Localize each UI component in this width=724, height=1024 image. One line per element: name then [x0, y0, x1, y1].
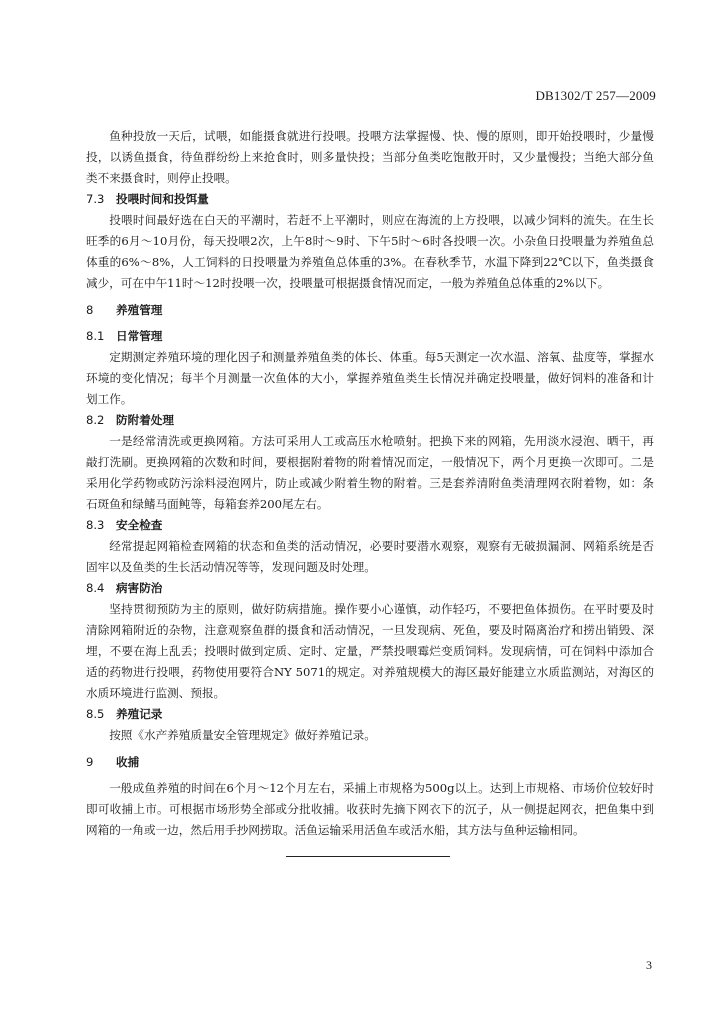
section-number: 8.2	[86, 413, 105, 427]
standard-code: DB1302/T 257—2009	[535, 88, 656, 103]
paragraph-7-3: 投喂时间最好选在白天的平潮时，若赶不上平潮时，则应在海流的上方投喂，以减少饲料的流失。在生长旺季的6月～10月份，每天投喂2次，上午8时～9时、下午5时～6时各投喂一次。小杂鱼日投喂量为养殖鱼总体重的6%～8%，人工饲料的日投喂量为养殖鱼总体重的3%。在春秋季节，水温下降到22℃以下，鱼类摄食减少，可在中午11时～12时投喂一次，投喂量可根据摄食情况而定，一般为养殖鱼总体重的2%以下。	[86, 213, 654, 290]
paragraph-8-5: 按照《水产养殖质量安全管理规定》做好养殖记录。	[109, 728, 376, 742]
section-heading-8-4	[86, 578, 654, 599]
section-title: 防附着处理	[116, 413, 174, 427]
document-body	[86, 126, 654, 841]
section-title: 养殖管理	[116, 303, 163, 317]
section-number: 8.3	[86, 518, 105, 532]
section-number: 7.3	[86, 192, 105, 206]
paragraph-9: 一般成鱼养殖的时间在6个月～12个月左右，采捕上市规格为500g以上。达到上市规格、市场价位较好时即可收捕上市。可根据市场形势全部或分批收捕。收获时先摘下网衣下的沉子，从一侧提起网衣，把鱼集中到网箱的一角或一边，然后用手抄网捞取。活鱼运输采用活鱼车或活水船，其方法与鱼种运输相同。	[86, 781, 654, 837]
page-number: 3	[646, 958, 652, 972]
section-title: 病害防治	[116, 581, 163, 595]
section-title: 安全检查	[116, 518, 163, 532]
section-heading-8-2	[86, 410, 654, 431]
section-heading-8	[86, 300, 654, 321]
section-heading-7-3	[86, 189, 654, 210]
section-number: 8.4	[86, 581, 105, 595]
section-title: 日常管理	[116, 329, 163, 343]
section-heading-8-3	[86, 515, 654, 536]
paragraph-8-2: 一是经常清洗或更换网箱。方法可采用人工或高压水枪喷射。把换下来的网箱，先用淡水浸泡、晒干，再敲打洗刷。更换网箱的次数和时间，要根据附着物的附着情况而定，一般情况下，两个月更换一次即可。二是采用化学药物或防污涂料浸泡网片，防止或减少附着生物的附着。三是套养清附鱼类清理网衣附着物，如：条石斑鱼和绿鳍马面鲀等，每箱套养200尾左右。	[86, 434, 654, 511]
section-number: 8.1	[86, 329, 105, 343]
section-number: 8	[86, 303, 94, 317]
section-number: 9	[86, 755, 94, 769]
section-title: 投喂时间和投饵量	[116, 192, 209, 206]
section-heading-9	[86, 752, 654, 773]
section-number: 8.5	[86, 707, 105, 721]
section-heading-8-1	[86, 326, 654, 347]
section-title: 养殖记录	[116, 707, 163, 721]
paragraph-8-4: 坚持贯彻预防为主的原则，做好防病措施。操作要小心谨慎，动作轻巧，不要把鱼体损伤。在平时要及时清除网箱附近的杂物，注意观察鱼群的摄食和活动情况，一旦发现病、死鱼，要及时隔离治疗和捞出销毁、深埋，不要在海上乱丢；投喂时做到定质、定时、定量，严禁投喂霉烂变质饲料。发现病情，可在饲料中添加合适的药物进行投喂，药物使用要符合NY 5071的规定。对养殖规模大的海区最好能建立水质监测站，对海区的水质环境进行监测、预报。	[86, 602, 654, 700]
section-heading-8-5	[86, 704, 654, 725]
paragraph-feeding-method: 鱼种投放一天后，试喂，如能摄食就进行投喂。投喂方法掌握慢、快、慢的原则，即开始投喂时，少量慢投，以诱鱼摄食，待鱼群纷纷上来抢食时，则多量快投；当部分鱼类吃饱散开时，又少量慢投；当绝大部分鱼类不来摄食时，则停止投喂。	[86, 129, 654, 185]
end-of-document-rule	[286, 856, 450, 857]
paragraph-8-3: 经常提起网箱检查网箱的状态和鱼类的活动情况，必要时要潜水观察，观察有无破损漏洞、网箱系统是否固牢以及鱼类的生长活动情况等等，发现问题及时处理。	[86, 539, 654, 574]
paragraph-8-1: 定期测定养殖环境的理化因子和测量养殖鱼类的体长、体重。每5天测定一次水温、溶氧、盐度等，掌握水环境的变化情况；每半个月测量一次鱼体的大小，掌握养殖鱼类生长情况并确定投喂量，做好饲料的准备和计划工作。	[86, 350, 654, 406]
section-title: 收捕	[116, 755, 140, 769]
